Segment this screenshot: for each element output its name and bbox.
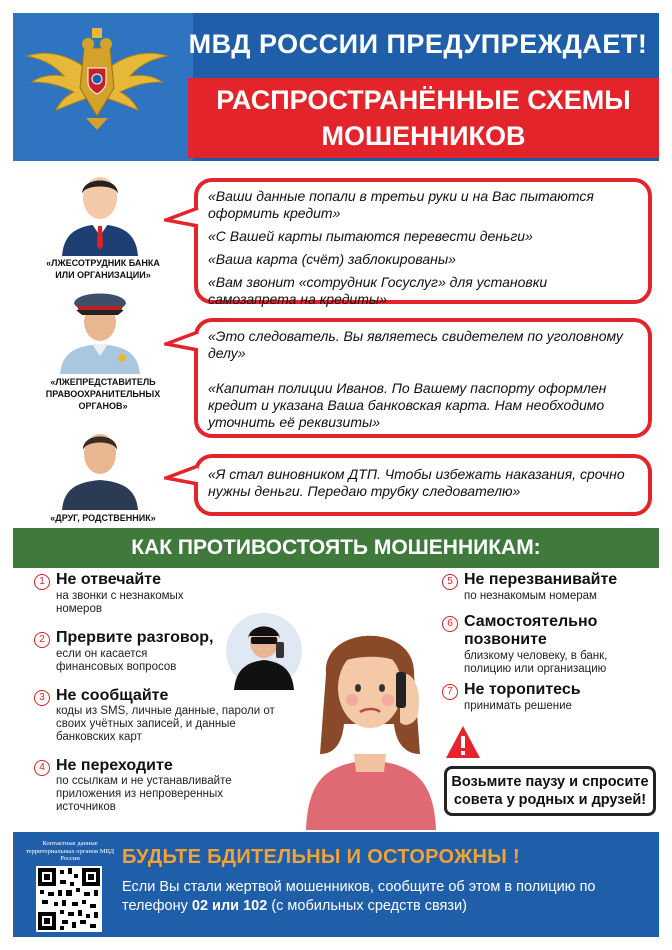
tip-text: на звонки с незнакомых номеров [56,590,184,615]
scam-quote: «Ваши данные попали в третьи руки и на Вас пытаются оформить кредит» [208,188,594,221]
scam-quote: «Ваша карта (счёт) заблокированы» [208,251,456,267]
tip-number: 6 [442,616,458,632]
tip-title: Не переходите [56,757,173,774]
speech-bubble [194,454,652,516]
scam-quote: «Вам звонит «сотрудник Госуслуг» для установки самозапрета на кредиты» [208,274,548,307]
scam-quote: «Это следователь. Вы являетесь свидетелем по уголовному делу» [208,328,623,361]
speech-bubble [194,318,652,438]
persona-label-line: «ЛЖЕСОТРУДНИК БАНКА [46,258,160,268]
bank-employee-icon [60,166,140,256]
bubble-tail [164,330,200,354]
warning-icon [444,724,482,760]
speech-bubble [194,178,652,307]
tip-text: по незнакомым номерам [464,590,597,602]
tip-text: принимать решение [464,700,572,712]
persona-label-line: «ЛЖЕПРЕДСТАВИТЕЛЬ [50,377,156,387]
friend-relative-icon [58,420,142,510]
tip-title: Не сообщайте [56,687,169,704]
tip-number: 7 [442,684,458,700]
police-phone-numbers: 02 или 102 [191,898,268,914]
qr-caption: Контактные данные территориальных органов МВД России [25,840,115,862]
persona-label-line: ОРГАНОВ» [78,401,128,411]
tip-number: 4 [34,760,50,776]
persona-label-line: ПРАВООХРАНИТЕЛЬНЫХ [45,389,161,399]
tip-text: если он касается финансовых вопросов [56,648,177,673]
footer-text-part: Если Вы стали жертвой мошенников, сообщите об этом в полицию по телефону [122,879,596,914]
tip-title: Не перезванивайте [464,571,618,588]
page-subtitle [188,82,659,154]
tip-text: коды из SMS, личные данные, пароли от своих учётных записей, и данные банковских карт [56,705,275,743]
persona-label-line: «ДРУГ, РОДСТВЕННИК» [50,513,156,523]
advice-box: Возьмите паузу и спросите совета у родных и друзей! [444,766,656,816]
tip-title: Не отвечайте [56,571,161,588]
scam-quote: «Капитан полиции Иванов. По Вашему паспорту оформлен кредит и указана Ваша банковская карта. Нам необходимо уточнить её реквизиты» [208,380,607,430]
footer-text-part: (с мобильных средств связи) [267,898,467,914]
bubble-tail [164,464,200,488]
hacker-icon [224,612,304,690]
tip-number: 1 [34,574,50,590]
tip-title: Прервите разговор, [56,629,214,646]
scam-quote: «Я стал виновником ДТП. Чтобы избежать наказания, срочно нужны деньги. Передаю трубку следователю» [208,466,625,499]
tip-title: Самостоятельно позвоните [464,613,598,648]
tip-number: 5 [442,574,458,590]
tip-number: 3 [34,690,50,706]
footer-heading: БУДЬТЕ БДИТЕЛЬНЫ И ОСТОРОЖНЫ ! [122,846,520,868]
worried-woman-icon [296,604,446,830]
tip-text: по ссылкам и не устанавливайте приложения из непроверенных источников [56,775,232,813]
subtitle-line: МОШЕННИКОВ [321,121,526,151]
page-title: МВД РОССИИ ПРЕДУПРЕЖДАЕТ! [188,29,648,59]
persona-label-line: ИЛИ ОРГАНИЗАЦИИ» [55,270,151,280]
police-officer-icon [56,282,144,374]
qr-code[interactable] [36,866,102,932]
bubble-tail [164,206,200,230]
tip-text: близкому человеку, в банк, полицию или организацию [464,650,608,675]
tip-title: Не торопитесь [464,681,581,698]
tip-number: 2 [34,632,50,648]
footer-text [122,878,652,916]
persona-label [28,376,178,412]
subtitle-line: РАСПРОСТРАНЁННЫЕ СХЕМЫ [216,85,631,115]
persona-label [28,512,178,524]
mvd-emblem-icon [22,18,172,138]
persona-label [28,257,178,281]
scam-quote: «С Вашей карты пытаются перевести деньги» [208,228,533,244]
section-title: КАК ПРОТИВОСТОЯТЬ МОШЕННИКАМ: [131,536,541,559]
